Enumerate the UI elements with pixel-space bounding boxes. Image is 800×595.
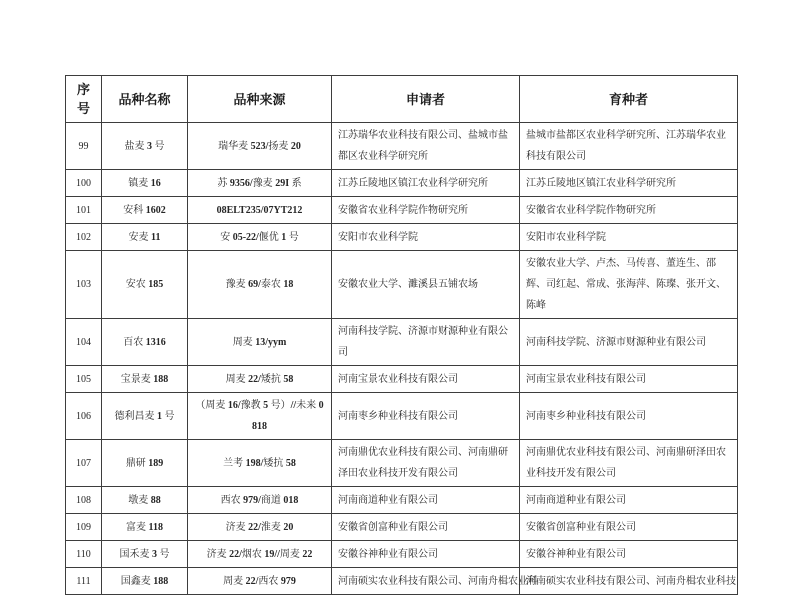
cell-no: 102 bbox=[66, 224, 102, 251]
cell-no: 100 bbox=[66, 170, 102, 197]
cell-source: 苏 9356/豫麦 29I 系 bbox=[188, 170, 332, 197]
cell-name: 安农 185 bbox=[102, 251, 188, 319]
table-row bbox=[66, 568, 738, 595]
cell-no: 103 bbox=[66, 251, 102, 319]
cell-source: 周麦 22/西农 979 bbox=[188, 568, 332, 595]
cell-name: 国鑫麦 188 bbox=[102, 568, 188, 595]
cell-breeder: 河南科技学院、济源市财源种业有限公司 bbox=[520, 319, 738, 366]
cell-no: 99 bbox=[66, 123, 102, 170]
column-header-source: 品种来源 bbox=[188, 76, 332, 123]
cell-name: 富麦 118 bbox=[102, 514, 188, 541]
cell-name: 安科 1602 bbox=[102, 197, 188, 224]
column-header-applicant: 申请者 bbox=[332, 76, 520, 123]
cell-no: 108 bbox=[66, 487, 102, 514]
cell-source: 08ELT235/07YT212 bbox=[188, 197, 332, 224]
cell-name: 墩麦 88 bbox=[102, 487, 188, 514]
cell-breeder: 河南硕实农业科技有限公司、河南舟楫农业科技 bbox=[520, 568, 738, 595]
table-row bbox=[66, 541, 738, 568]
cell-applicant: 河南科技学院、济源市财源种业有限公司 bbox=[332, 319, 520, 366]
cell-source: 瑞华麦 523/扬麦 20 bbox=[188, 123, 332, 170]
cell-applicant: 安徽省农业科学院作物研究所 bbox=[332, 197, 520, 224]
cell-applicant: 河南鼎优农业科技有限公司、河南鼎研泽田农业科技开发有限公司 bbox=[332, 440, 520, 487]
cell-no: 107 bbox=[66, 440, 102, 487]
cell-applicant: 江苏瑞华农业科技有限公司、盐城市盐都区农业科学研究所 bbox=[332, 123, 520, 170]
cell-no: 111 bbox=[66, 568, 102, 595]
table-row bbox=[66, 197, 738, 224]
cell-source: 济麦 22/淮麦 20 bbox=[188, 514, 332, 541]
cell-applicant: 安徽农业大学、濉溪县五铺农场 bbox=[332, 251, 520, 319]
cell-no: 109 bbox=[66, 514, 102, 541]
header-row bbox=[66, 76, 738, 123]
cell-name: 镇麦 16 bbox=[102, 170, 188, 197]
cell-name: 百农 1316 bbox=[102, 319, 188, 366]
cell-source: 安 05-22/偃优 1 号 bbox=[188, 224, 332, 251]
cell-no: 110 bbox=[66, 541, 102, 568]
cell-breeder: 河南商道种业有限公司 bbox=[520, 487, 738, 514]
table-row bbox=[66, 440, 738, 487]
cell-applicant: 江苏丘陵地区镇江农业科学研究所 bbox=[332, 170, 520, 197]
cell-applicant: 河南枣乡种业科技有限公司 bbox=[332, 393, 520, 440]
cell-breeder: 安徽谷神种业有限公司 bbox=[520, 541, 738, 568]
table-row bbox=[66, 393, 738, 440]
cell-breeder: 河南枣乡种业科技有限公司 bbox=[520, 393, 738, 440]
cell-name: 宝景麦 188 bbox=[102, 366, 188, 393]
cell-source: 豫麦 69/泰农 18 bbox=[188, 251, 332, 319]
cell-applicant: 河南商道种业有限公司 bbox=[332, 487, 520, 514]
cell-name: 安麦 11 bbox=[102, 224, 188, 251]
column-header-name: 品种名称 bbox=[102, 76, 188, 123]
table-row bbox=[66, 319, 738, 366]
cell-applicant: 安阳市农业科学院 bbox=[332, 224, 520, 251]
cell-source: （周麦 16/豫教 5 号）//未来 0818 bbox=[188, 393, 332, 440]
cell-breeder: 河南鼎优农业科技有限公司、河南鼎研泽田农业科技开发有限公司 bbox=[520, 440, 738, 487]
cell-source: 西农 979/商道 018 bbox=[188, 487, 332, 514]
table-row bbox=[66, 123, 738, 170]
cell-source: 济麦 22/烟农 19//周麦 22 bbox=[188, 541, 332, 568]
table-row bbox=[66, 514, 738, 541]
table-row bbox=[66, 251, 738, 319]
cell-no: 106 bbox=[66, 393, 102, 440]
cell-name: 国禾麦 3 号 bbox=[102, 541, 188, 568]
cell-breeder: 盐城市盐都区农业科学研究所、江苏瑞华农业科技有限公司 bbox=[520, 123, 738, 170]
cell-breeder: 安徽农业大学、卢杰、马传喜、董连生、邵辉、司红起、常成、张海萍、陈璨、张开文、陈峰 bbox=[520, 251, 738, 319]
cell-breeder: 安徽省农业科学院作物研究所 bbox=[520, 197, 738, 224]
variety-table bbox=[65, 75, 738, 595]
cell-source: 兰考 198/矮抗 58 bbox=[188, 440, 332, 487]
table-row bbox=[66, 170, 738, 197]
cell-applicant: 安徽谷神种业有限公司 bbox=[332, 541, 520, 568]
cell-name: 德利昌麦 1 号 bbox=[102, 393, 188, 440]
cell-breeder: 河南宝景农业科技有限公司 bbox=[520, 366, 738, 393]
cell-source: 周麦 22/矮抗 58 bbox=[188, 366, 332, 393]
table-body bbox=[66, 123, 738, 595]
cell-no: 105 bbox=[66, 366, 102, 393]
column-header-breeder: 育种者 bbox=[520, 76, 738, 123]
cell-name: 盐麦 3 号 bbox=[102, 123, 188, 170]
table-row bbox=[66, 224, 738, 251]
cell-source: 周麦 13/yym bbox=[188, 319, 332, 366]
table-row bbox=[66, 487, 738, 514]
table-row bbox=[66, 366, 738, 393]
cell-breeder: 安阳市农业科学院 bbox=[520, 224, 738, 251]
column-header-no: 序号 bbox=[66, 76, 102, 123]
cell-applicant: 安徽省创富种业有限公司 bbox=[332, 514, 520, 541]
cell-applicant: 河南硕实农业科技有限公司、河南舟楫农业科 bbox=[332, 568, 520, 595]
cell-name: 鼎研 189 bbox=[102, 440, 188, 487]
cell-breeder: 江苏丘陵地区镇江农业科学研究所 bbox=[520, 170, 738, 197]
cell-no: 104 bbox=[66, 319, 102, 366]
cell-breeder: 安徽省创富种业有限公司 bbox=[520, 514, 738, 541]
cell-applicant: 河南宝景农业科技有限公司 bbox=[332, 366, 520, 393]
cell-no: 101 bbox=[66, 197, 102, 224]
table-header bbox=[66, 76, 738, 123]
